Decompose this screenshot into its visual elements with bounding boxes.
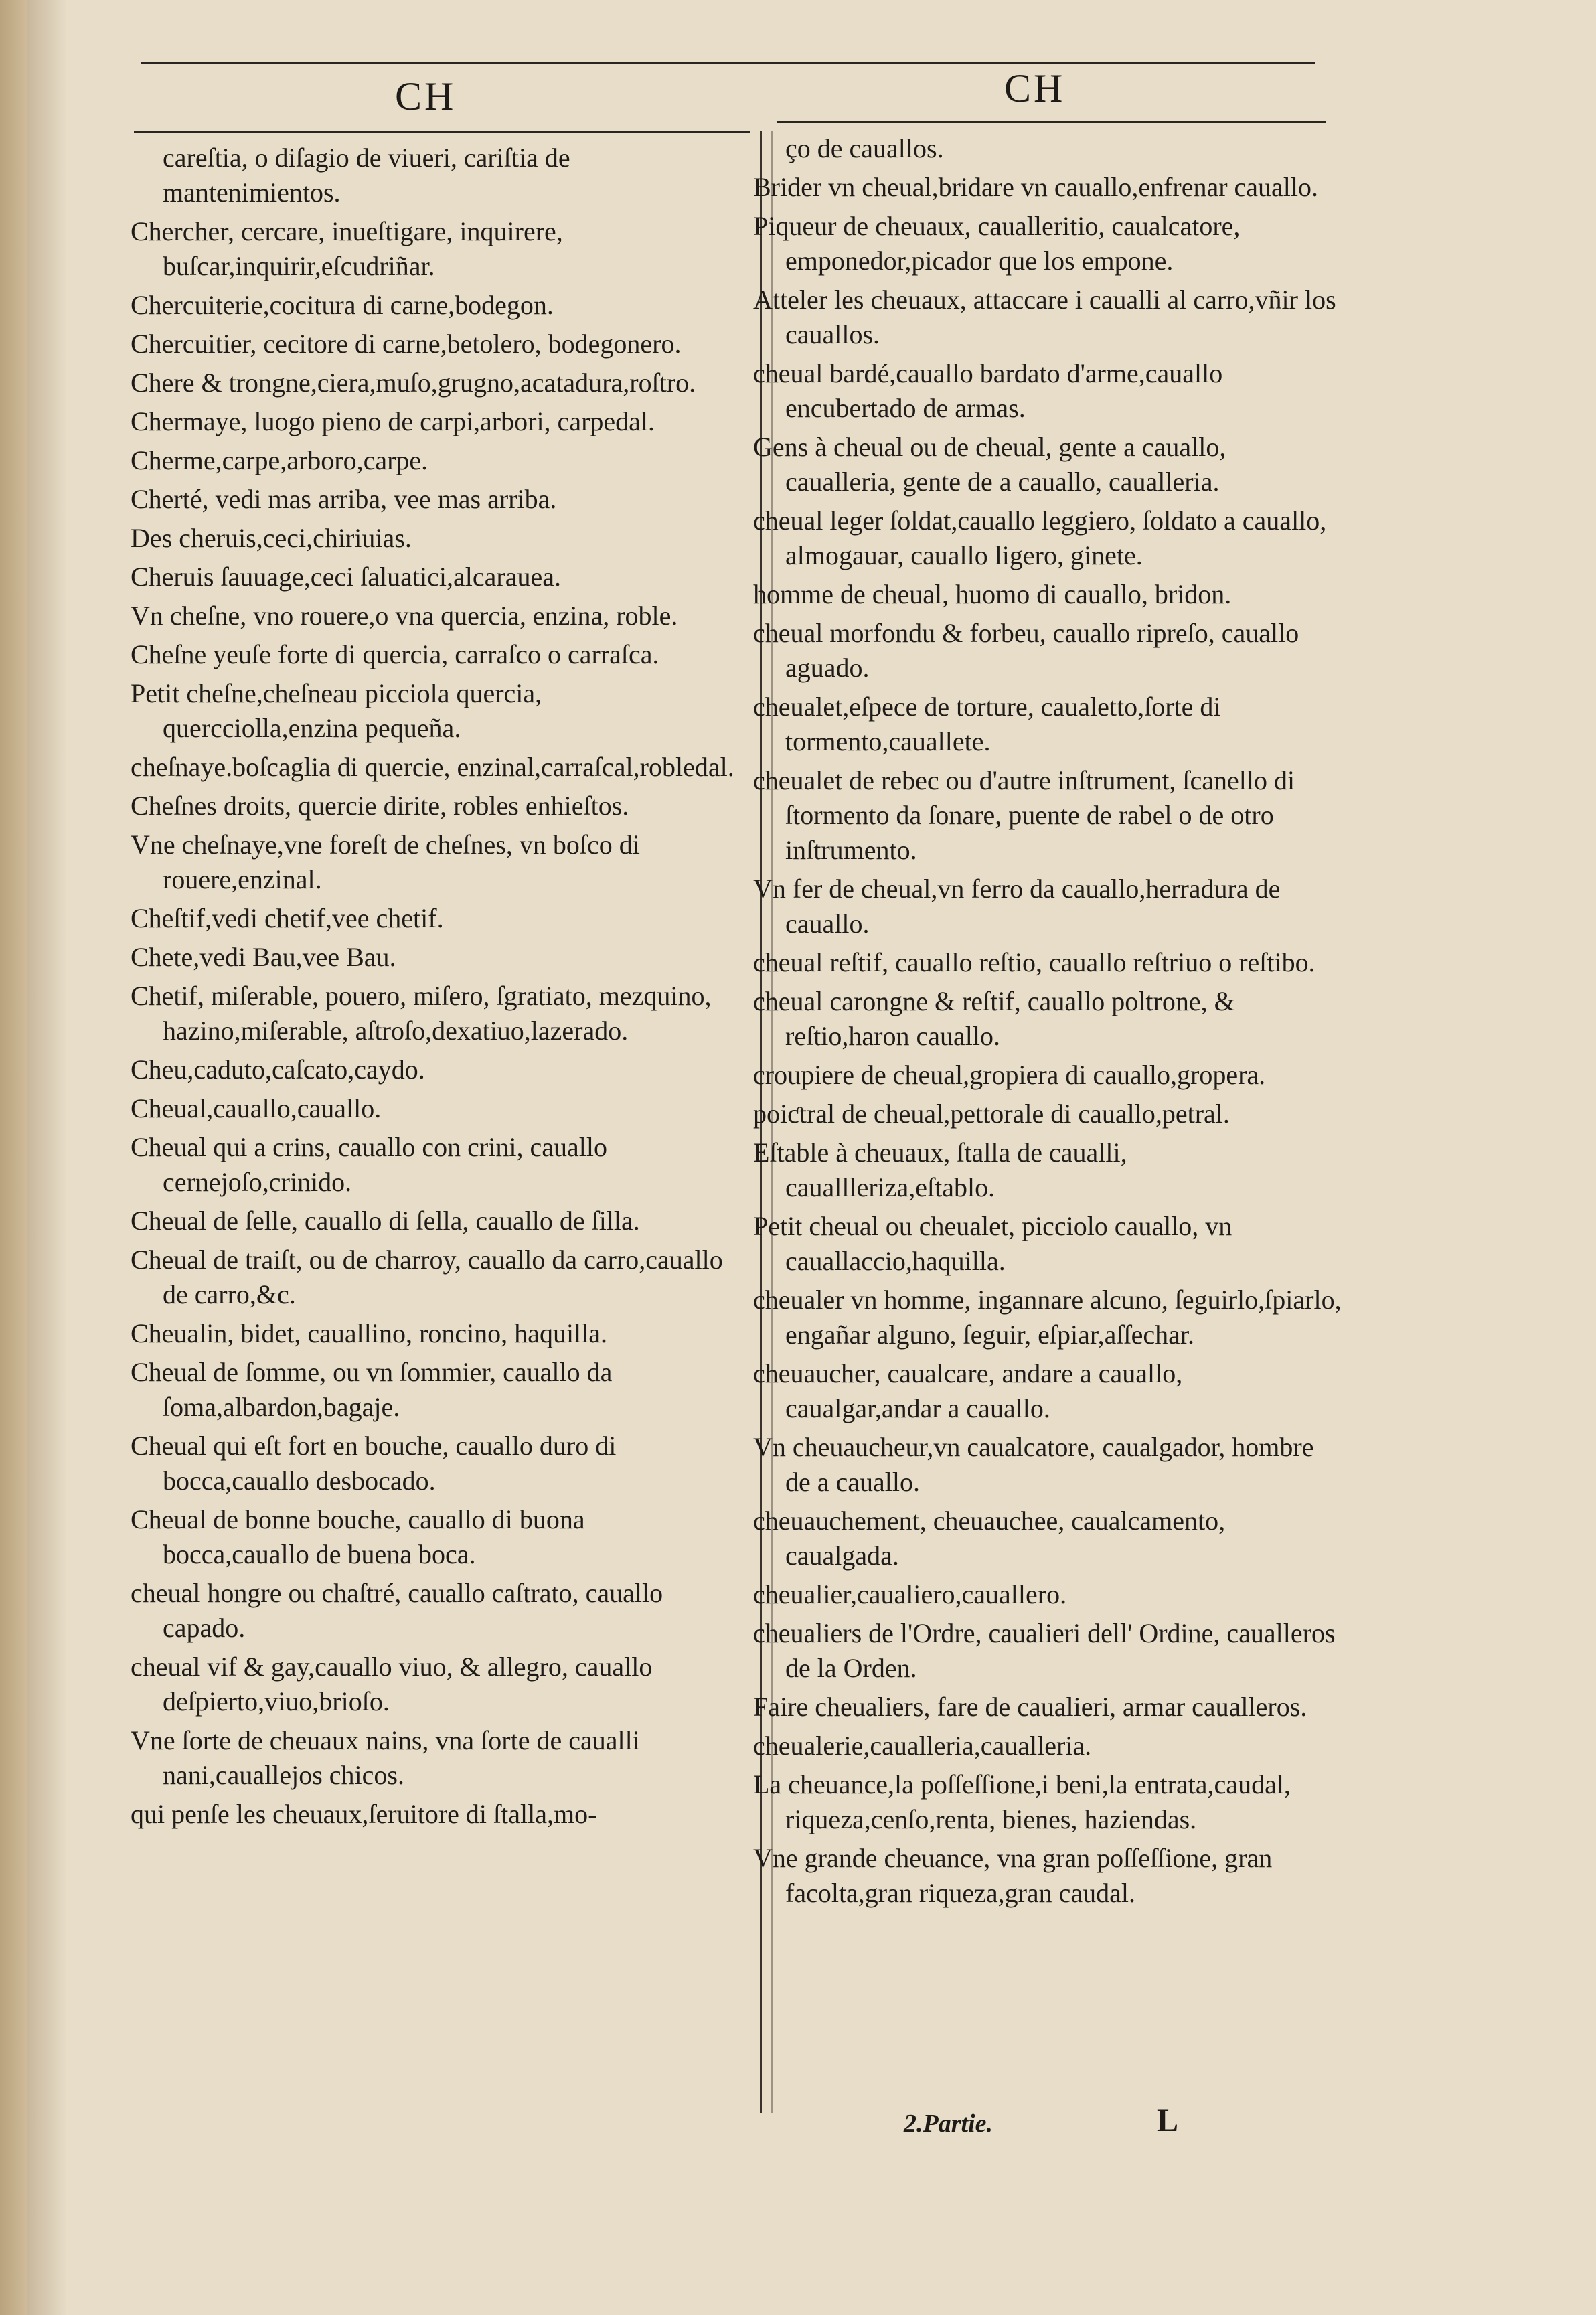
entry: Chere & trongne,ciera,muſo,grugno,acatadura,roſtro. bbox=[131, 368, 696, 398]
left-column bbox=[131, 141, 736, 1836]
entry: Chercher, cercare, inueſtigare, inquirere, buſcar,inquirir,eſcudriñar. bbox=[131, 216, 563, 281]
entry: cheual morfondu & forbeu, cauallo ripreſo, cauallo aguado. bbox=[753, 618, 1299, 683]
entry: Cheual de ſelle, cauallo di ſella, cauallo de ſilla. bbox=[131, 1206, 640, 1236]
entry: Chermaye, luogo pieno de carpi,arbori, carpedal. bbox=[131, 406, 655, 436]
entry: Faire cheualiers, fare de caualieri, armar caualleros. bbox=[753, 1692, 1307, 1722]
entry: Cheual de traiſt, ou de charroy, cauallo da carro,cauallo de carro,&c. bbox=[131, 1245, 723, 1309]
entry: Cherme,carpe,arboro,carpe. bbox=[131, 445, 428, 475]
entry: croupiere de cheual,gropiera di cauallo,gropera. bbox=[753, 1060, 1266, 1090]
entry: Cheſne yeuſe forte di quercia, carraſco o carraſca. bbox=[131, 639, 659, 669]
entry: Cheual,cauallo,cauallo. bbox=[131, 1093, 382, 1123]
entry: Petit cheſne,cheſneau picciola quercia, quercciolla,enzina pequeña. bbox=[131, 678, 542, 743]
entry: Cheruis ſauuage,ceci ſaluatici,alcarauea. bbox=[131, 562, 561, 592]
entry: cheual reſtif, cauallo reſtio, cauallo reſtriuo o reſtibo. bbox=[753, 947, 1315, 977]
signature-mark: 2.Partie. bbox=[904, 2109, 993, 2138]
entry: Vn fer de cheual,vn ferro da cauallo,herradura de cauallo. bbox=[753, 874, 1281, 939]
entry: cheualet de rebec ou d'autre inſtrument, ſcanello di ſtormento da ſonare, puente de rabel o de otro inſtrumento. bbox=[753, 765, 1295, 865]
entry: homme de cheual, huomo di cauallo, bridon. bbox=[753, 579, 1232, 609]
entry: cheual leger ſoldat,cauallo leggiero, ſoldato a cauallo, almogauar, cauallo ligero, ginete. bbox=[753, 505, 1327, 570]
running-head-left: CH bbox=[395, 74, 457, 118]
entry: cheualer vn homme, ingannare alcuno, ſeguirlo,ſpiarlo, engañar alguno, ſeguir, eſpiar,aſſechar. bbox=[753, 1285, 1342, 1350]
entry: Cheual de bonne bouche, cauallo di buona bocca,cauallo de buena boca. bbox=[131, 1504, 585, 1569]
entry: Vne grande cheuance, vna gran poſſeſſione, gran facolta,gran riqueza,gran caudal. bbox=[753, 1843, 1273, 1908]
book-spine-edge bbox=[0, 0, 27, 2315]
entry: Gens à cheual ou de cheual, gente a cauallo, caualleria, gente de a cauallo, caualleria. bbox=[753, 432, 1226, 497]
entry: Atteler les cheuaux, attaccare i caualli al carro,vñir los cauallos. bbox=[753, 285, 1336, 349]
header-rule-left bbox=[134, 131, 750, 133]
running-head-right: CH bbox=[1004, 66, 1066, 110]
top-rule bbox=[141, 62, 1315, 64]
entry: Cheual qui eſt fort en bouche, cauallo duro di bocca,cauallo desbocado. bbox=[131, 1431, 617, 1496]
entry: cheualerie,caualleria,caualleria. bbox=[753, 1731, 1092, 1761]
entry: Cheſtif,vedi chetif,vee chetif. bbox=[131, 903, 444, 933]
entry: careſtia, o diſagio de viueri, cariſtia de mantenimientos. bbox=[163, 143, 570, 208]
entry: Chetif, miſerable, pouero, miſero, ſgratiato, mezquino, hazino,miſerable, aſtroſo,dexatiuo,lazerado. bbox=[131, 981, 712, 1046]
entry: Chete,vedi Bau,vee Bau. bbox=[131, 942, 396, 972]
gathering-letter: L bbox=[1157, 2103, 1179, 2138]
entry: Cherté, vedi mas arriba, vee mas arriba. bbox=[131, 484, 557, 514]
entry: cheual hongre ou chaſtré, cauallo caſtrato, cauallo capado. bbox=[131, 1578, 663, 1643]
entry: cheuaucher, caualcare, andare a cauallo, caualgar,andar a cauallo. bbox=[753, 1358, 1183, 1423]
entry: cheual bardé,cauallo bardato d'arme,cauallo encubertado de armas. bbox=[753, 358, 1223, 423]
entry: qui penſe les cheuaux,ſeruitore di ſtalla,mo- bbox=[131, 1799, 597, 1829]
entry: poiƈtral de cheual,pettorale di cauallo,petral. bbox=[753, 1099, 1230, 1129]
entry: Chercuiterie,cocitura di carne,bodegon. bbox=[131, 290, 554, 320]
entry: cheualier,caualiero,cauallero. bbox=[753, 1579, 1067, 1609]
entry: Vn cheſne, vno rouere,o vna quercia, enzina, roble. bbox=[131, 601, 678, 631]
entry: Cheual de ſomme, ou vn ſommier, cauallo da ſoma,albardon,bagaje. bbox=[131, 1357, 613, 1422]
entry: Cheual qui a crins, cauallo con crini, cauallo cernejoſo,crinido. bbox=[131, 1132, 607, 1197]
entry: Des cheruis,ceci,chiriuias. bbox=[131, 523, 412, 553]
entry: ço de cauallos. bbox=[785, 133, 944, 163]
entry: Piqueur de cheuaux, caualleritio, caualcatore, emponedor,picador que los empone. bbox=[753, 211, 1241, 276]
right-column bbox=[753, 131, 1342, 1915]
entry: cheual carongne & reſtif, cauallo poltrone, & reſtio,haron cauallo. bbox=[753, 986, 1235, 1051]
entry: Vne ſorte de cheuaux nains, vna ſorte de caualli nani,cauallejos chicos. bbox=[131, 1725, 640, 1790]
entry: cheſnaye.boſcaglia di quercie, enzinal,carraſcal,robledal. bbox=[131, 752, 734, 782]
entry: Eſtable à cheuaux, ſtalla de caualli, cauallleriza,eſtablo. bbox=[753, 1137, 1127, 1202]
entry: Vn cheuaucheur,vn caualcatore, caualgador, hombre de a cauallo. bbox=[753, 1432, 1314, 1497]
entry: Cheualin, bidet, cauallino, roncino, haquilla. bbox=[131, 1318, 608, 1348]
entry: cheual vif & gay,cauallo viuo, & allegro, cauallo deſpierto,viuo,brioſo. bbox=[131, 1652, 653, 1717]
entry: Chercuitier, cecitore di carne,betolero, bodegonero. bbox=[131, 329, 682, 359]
entry: cheualet,eſpece de torture, caualetto,ſorte di tormento,cauallete. bbox=[753, 692, 1221, 756]
entry: Brider vn cheual,bridare vn cauallo,enfrenar cauallo. bbox=[753, 172, 1319, 202]
entry: Vne cheſnaye,vne foreſt de cheſnes, vn boſco di rouere,enzinal. bbox=[131, 829, 640, 894]
entry: cheuauchement, cheuauchee, caualcamento, caualgada. bbox=[753, 1506, 1226, 1571]
header-rule-right bbox=[777, 121, 1326, 123]
entry: Cheu,caduto,caſcato,caydo. bbox=[131, 1054, 425, 1085]
entry: cheualiers de l'Ordre, caualieri dell' Ordine, caualleros de la Orden. bbox=[753, 1618, 1336, 1683]
entry: La cheuance,la poſſeſſione,i beni,la entrata,caudal, riqueza,cenſo,renta, bienes, haziendas. bbox=[753, 1769, 1291, 1834]
entry: Cheſnes droits, quercie dirite, robles enhieſtos. bbox=[131, 791, 629, 821]
entry: Petit cheual ou cheualet, picciolo cauallo, vn cauallaccio,haquilla. bbox=[753, 1211, 1232, 1276]
